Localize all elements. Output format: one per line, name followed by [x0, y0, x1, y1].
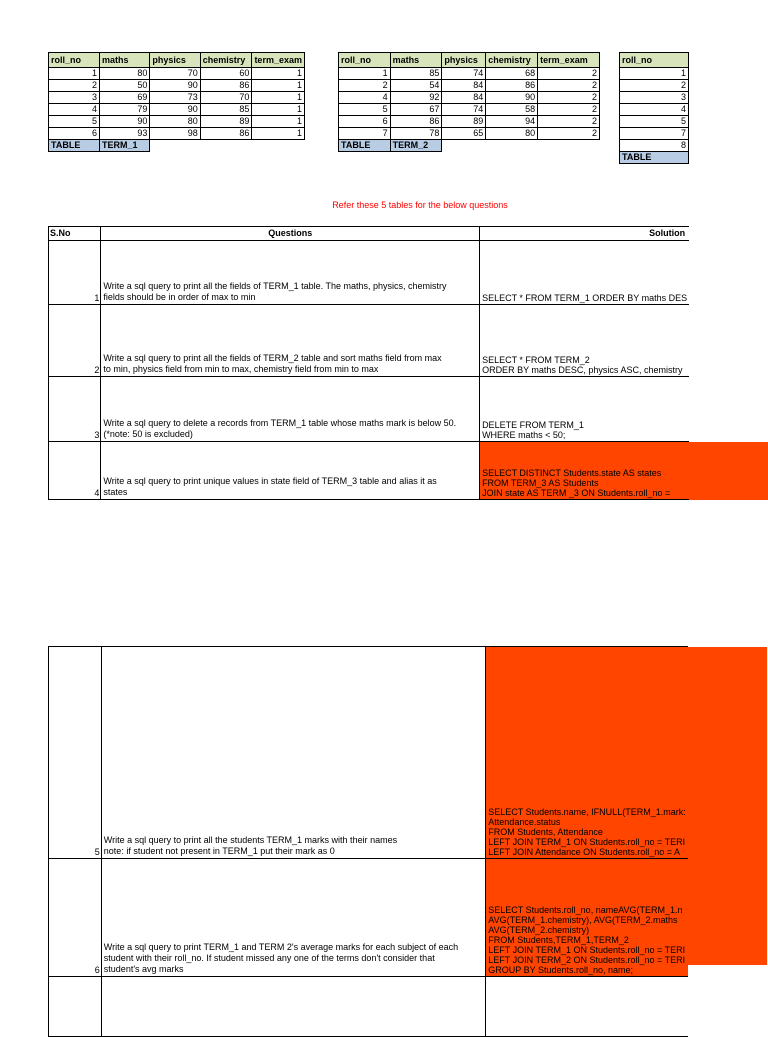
header-cell: roll_no	[620, 53, 689, 68]
table-row	[620, 68, 689, 80]
cell: 79	[100, 104, 150, 116]
term3-table	[619, 52, 689, 164]
table-label: TABLE	[620, 152, 689, 164]
cell: 92	[390, 92, 442, 104]
table-row	[620, 80, 689, 92]
cell: 2	[538, 80, 600, 92]
question-number: 3	[49, 377, 101, 442]
cell: 2	[49, 80, 100, 92]
cell: 7	[339, 128, 391, 140]
question-text: Write a sql query to print unique values in state field of TERM_3 table and alias it as states	[101, 442, 480, 500]
cell: 86	[200, 80, 252, 92]
cell: 74	[442, 68, 486, 80]
table-name: TERM_1	[100, 140, 150, 152]
cell: 80	[100, 68, 150, 80]
solution-cell[interactable]	[486, 977, 688, 1037]
cell: 1	[252, 104, 305, 116]
cell: 70	[200, 92, 252, 104]
question-row	[49, 305, 768, 377]
cell: 6	[49, 128, 100, 140]
cell: 2	[538, 92, 600, 104]
table-row	[49, 116, 305, 128]
cell: 78	[390, 128, 442, 140]
question-number: 6	[49, 859, 102, 977]
table-row	[339, 128, 600, 140]
cell: 90	[100, 116, 150, 128]
header-cell: maths	[100, 53, 150, 68]
refer-note: Refer these 5 tables for the below questions	[332, 200, 508, 210]
table-row	[620, 116, 689, 128]
header-cell: physics	[442, 53, 486, 68]
cell: 84	[442, 80, 486, 92]
cell: 67	[390, 104, 442, 116]
header-cell: roll_no	[49, 53, 100, 68]
table-name: TERM_2	[390, 140, 442, 152]
header-cell: term_exam	[252, 53, 305, 68]
cell: 1	[252, 92, 305, 104]
table-row	[49, 104, 305, 116]
cell: 90	[150, 80, 200, 92]
cell: 1	[252, 80, 305, 92]
cell: 5	[620, 116, 689, 128]
table-row	[620, 104, 689, 116]
cell: 68	[486, 68, 538, 80]
table-row	[49, 128, 305, 140]
cell: 60	[200, 68, 252, 80]
cell: 80	[150, 116, 200, 128]
header-cell: chemistry	[200, 53, 252, 68]
header-cell: roll_no	[339, 53, 391, 68]
question-text: Write a sql query to print all the students TERM_1 marks with their names note: if student not present in TERM_1 put their mark as 0	[101, 647, 486, 859]
col-header-questions: Questions	[101, 227, 480, 241]
cell: 98	[150, 128, 200, 140]
cell: 90	[486, 92, 538, 104]
question-text: Write a sql query to print all the fields of TERM_2 table and sort maths field from max to min, physics field from min to max, chemistry field from min to max	[101, 305, 480, 377]
cell: 3	[620, 92, 689, 104]
cell: 73	[150, 92, 200, 104]
header-cell: maths	[390, 53, 442, 68]
cell: 69	[100, 92, 150, 104]
table-row	[339, 68, 600, 80]
cell: 1	[252, 116, 305, 128]
cell: 8	[620, 140, 689, 152]
cell: 7	[620, 128, 689, 140]
cell: 86	[390, 116, 442, 128]
question-number: 1	[49, 241, 101, 305]
cell: 80	[486, 128, 538, 140]
cell: 70	[150, 68, 200, 80]
cell: 4	[49, 104, 100, 116]
cell: 2	[339, 80, 391, 92]
term1-table	[48, 52, 305, 152]
header-cell: term_exam	[538, 53, 600, 68]
cell: 4	[339, 92, 391, 104]
question-text	[101, 977, 486, 1037]
solution-cell[interactable]: DELETE FROM TERM_1 WHERE maths < 50;	[480, 377, 690, 442]
table-row	[49, 92, 305, 104]
cell: 5	[49, 116, 100, 128]
question-row	[49, 442, 768, 500]
term2-table	[338, 52, 600, 152]
cell: 90	[150, 104, 200, 116]
solution-cell[interactable]: SELECT DISTINCT Students.state AS states FROM TERM_3 AS Students JOIN state AS TERM _3 ON Students.roll_no =	[480, 442, 690, 500]
cell: 93	[100, 128, 150, 140]
table-label: TABLE	[49, 140, 100, 152]
cell: 86	[486, 80, 538, 92]
cell: 50	[100, 80, 150, 92]
cell: 1	[339, 68, 391, 80]
solution-cell[interactable]: SELECT Students.roll_no, nameAVG(TERM_1.n AVG(TERM_1.chemistry), AVG(TERM_2.maths AVG(TERM_2.chemistry) FROM Students,TERM_1,TERM_2 LEFT JOIN TERM_1 ON Students.roll_no = TERI LEFT JOIN TERM_2 ON Students.roll_no = TERI GROUP BY Students.roll_no, name;	[486, 859, 688, 977]
questions-table	[48, 226, 768, 500]
cell: 2	[538, 128, 600, 140]
header-cell: chemistry	[486, 53, 538, 68]
question-row	[49, 647, 768, 859]
question-number: 5	[49, 647, 102, 859]
cell: 84	[442, 92, 486, 104]
table-row	[620, 128, 689, 140]
table-row	[339, 116, 600, 128]
col-header-solution: Solution	[480, 227, 690, 241]
table-row	[620, 92, 689, 104]
cell: 89	[442, 116, 486, 128]
questions-table-continued	[48, 646, 768, 1037]
question-text: Write a sql query to print all the fields of TERM_1 table. The maths, physics, chemistry fields should be in order of max to min	[101, 241, 480, 305]
cell: 6	[339, 116, 391, 128]
question-number: 2	[49, 305, 101, 377]
col-header-sno: S.No	[49, 227, 101, 241]
cell: 85	[390, 68, 442, 80]
cell: 2	[620, 80, 689, 92]
cell: 89	[200, 116, 252, 128]
solution-cell[interactable]: SELECT * FROM TERM_2 ORDER BY maths DESC, physics ASC, chemistry	[480, 305, 690, 377]
table-row	[49, 68, 305, 80]
header-cell: physics	[150, 53, 200, 68]
cell: 85	[200, 104, 252, 116]
cell: 1	[620, 68, 689, 80]
question-text: Write a sql query to print TERM_1 and TERM 2's average marks for each subject of each student with their roll_no. If student missed any one of the terms don't consider that student's avg marks	[101, 859, 486, 977]
question-row	[49, 377, 768, 442]
cell: 74	[442, 104, 486, 116]
table-row	[339, 92, 600, 104]
cell: 1	[252, 128, 305, 140]
table-label: TABLE	[339, 140, 391, 152]
question-number	[49, 977, 102, 1037]
cell: 1	[252, 68, 305, 80]
table-row	[339, 104, 600, 116]
solution-cell[interactable]: SELECT Students.name, IFNULL(TERM_1.mark: Attendance.status FROM Students, Attendance LEFT JOIN TERM_1 ON Students.roll_no = TERI LEFT JOIN Attendance ON Students.roll_no = A	[486, 647, 688, 859]
cell: 4	[620, 104, 689, 116]
question-number: 4	[49, 442, 101, 500]
cell: 94	[486, 116, 538, 128]
table-row	[620, 140, 689, 152]
question-row	[49, 241, 768, 305]
table-row	[49, 80, 305, 92]
question-text: Write a sql query to delete a records from TERM_1 table whose maths mark is below 50. (*note: 50 is excluded)	[101, 377, 480, 442]
cell: 2	[538, 68, 600, 80]
question-row	[49, 977, 768, 1037]
question-row	[49, 859, 768, 977]
cell: 54	[390, 80, 442, 92]
cell: 2	[538, 116, 600, 128]
cell: 65	[442, 128, 486, 140]
cell: 5	[339, 104, 391, 116]
cell: 1	[49, 68, 100, 80]
solution-cell[interactable]: SELECT * FROM TERM_1 ORDER BY maths DES	[480, 241, 690, 305]
table-row	[339, 80, 600, 92]
cell: 3	[49, 92, 100, 104]
cell: 2	[538, 104, 600, 116]
cell: 86	[200, 128, 252, 140]
cell: 58	[486, 104, 538, 116]
